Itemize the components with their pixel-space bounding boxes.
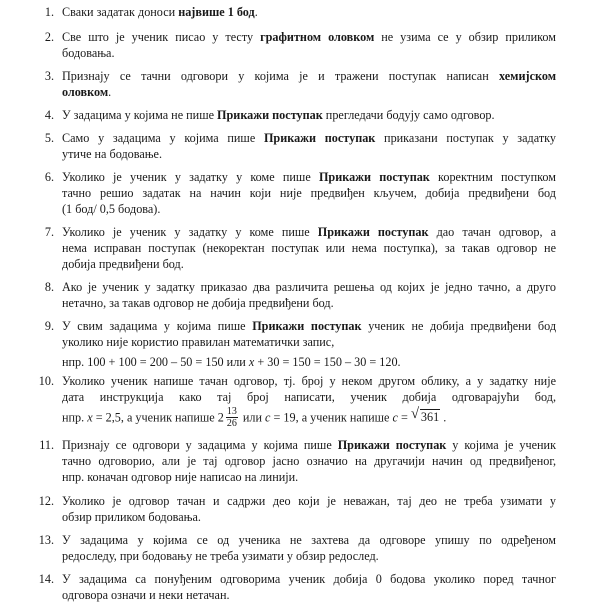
bold-emphasis: хемијском bbox=[498, 69, 556, 83]
rule-number: 12. bbox=[38, 494, 54, 508]
rule-text-line: нема исправан поступак (некоректан поступак или нема поступка), за такав одговор не bbox=[62, 241, 556, 255]
rule-text bbox=[62, 107, 556, 123]
rule-text-line: Сваки задатак доноси највише 1 бод. bbox=[62, 5, 258, 19]
rule-text-line: Уколико је ученик у задатку у коме пише Прикажи поступак дао тачан одговор, а bbox=[62, 225, 556, 239]
rule-text bbox=[62, 493, 556, 525]
rule-number: 7. bbox=[44, 225, 54, 239]
rule-text bbox=[62, 571, 556, 603]
bold-emphasis: графитном оловком bbox=[260, 30, 375, 44]
rule-text bbox=[62, 68, 556, 100]
rule-text bbox=[62, 437, 556, 485]
rule-text-line: утиче на бодовање. bbox=[62, 147, 163, 161]
bold-emphasis: највише 1 бод bbox=[178, 5, 255, 19]
rule-text bbox=[62, 169, 556, 217]
rule-number: 5. bbox=[44, 131, 54, 145]
bold-emphasis: оловком bbox=[62, 85, 109, 99]
rule-text-line: оловком. bbox=[62, 85, 112, 99]
bold-emphasis: Прикажи поступак bbox=[252, 319, 362, 333]
bold-emphasis: Прикажи поступак bbox=[263, 131, 376, 145]
rule-text-line: Уколико је одговор тачан и садржи део који је неважан, тај део не треба узимати у bbox=[62, 494, 556, 508]
rule-text bbox=[62, 224, 556, 272]
fraction: $\frac{13}{26}$ bbox=[226, 406, 237, 429]
rule-text-line: Све што је ученик писао у тесту графитном оловком не узима се у обзир приликом bbox=[62, 30, 556, 44]
bold-emphasis: Прикажи поступак bbox=[318, 170, 430, 184]
rule-number: 9. bbox=[44, 319, 54, 333]
rule-text-line: нетачно, за такав одговор не добија предвиђени бод. bbox=[62, 296, 334, 310]
rule-text-line: Само у задацима у којима пише Прикажи поступак приказани поступак у задатку bbox=[62, 131, 556, 145]
rule-text-line: (1 бод/ 0,5 бодова). bbox=[62, 202, 161, 216]
rule-text bbox=[62, 279, 556, 311]
rule-number: 11. bbox=[39, 438, 54, 452]
rule-text-line: тачно решио задатак на начин који није предвиђен кључем, добија предвиђени бод bbox=[62, 186, 556, 200]
rule-text-line: нпр. x = 2,5, а ученик напише 2 $\frac{13}{26}$ или c = 19, а ученик напише c = √ 361 . bbox=[62, 406, 447, 429]
rule-number: 14. bbox=[38, 572, 54, 586]
rule-text-line: бодовања. bbox=[62, 46, 115, 60]
math-variable: c bbox=[392, 410, 398, 425]
rule-text-line: обзир приликом бодовања. bbox=[62, 510, 201, 524]
rule-text-line: Уколико је ученик у задатку у коме пише Прикажи поступак коректним поступком bbox=[62, 170, 556, 184]
rule-text-line: редоследу, при бодовању не треба узимати у обзир редослед. bbox=[62, 549, 379, 563]
rule-text bbox=[62, 4, 556, 20]
rule-text bbox=[62, 373, 556, 430]
rule-text-line: дата инструкција како тај број написати, ученик добија одговарајући бод, bbox=[62, 390, 556, 404]
rule-text-line: У свим задацима у којима пише Прикажи поступак ученик не добија предвиђени бод bbox=[62, 319, 557, 333]
math-variable: c bbox=[265, 410, 271, 425]
rule-number: 13. bbox=[38, 533, 54, 547]
math-variable: x bbox=[248, 355, 255, 369]
rule-text-line: тачно одговорио, али је тај одговор јасно означио на другачији начин од предвиђеног, bbox=[62, 454, 556, 468]
rule-text-line: Уколико ученик напише тачан одговор, тј. број у неком другом облику, а у задатку није bbox=[62, 374, 556, 388]
rule-number: 1. bbox=[44, 5, 54, 19]
bold-emphasis: Прикажи поступак bbox=[217, 108, 323, 122]
bold-emphasis: Прикажи поступак bbox=[337, 438, 447, 452]
rule-text bbox=[62, 532, 556, 564]
rule-number: 8. bbox=[44, 280, 54, 294]
rule-number: 3. bbox=[44, 69, 54, 83]
rule-text-line: уколико није користио правилан математички запис, bbox=[62, 335, 335, 349]
rule-text-line: нпр. коначан одговор није написао на линији. bbox=[62, 470, 299, 484]
rule-number: 2. bbox=[44, 30, 54, 44]
rule-text-line: Ако је ученик у задатку приказао два различита решења од којих је једно тачно, а друго bbox=[62, 280, 556, 294]
rule-number: 10. bbox=[38, 374, 54, 388]
math-variable: x bbox=[87, 410, 93, 425]
rule-number: 6. bbox=[44, 170, 54, 184]
rule-text bbox=[62, 130, 556, 162]
rule-text-line: Признају се одговори у задацима у којима пише Прикажи поступак у којима је ученик bbox=[62, 438, 556, 452]
rule-text-line: Признају се тачни одговори у којима је и тражени поступак написан хемијском bbox=[62, 69, 556, 83]
rule-text-line: У задацима са понуђеним одговорима ученик добија 0 бодова уколико поред тачног bbox=[62, 572, 556, 586]
rule-text bbox=[62, 29, 556, 61]
bold-emphasis: Прикажи поступак bbox=[317, 225, 429, 239]
rule-text-line: У задацима у којима се од ученика не захтева да одговоре упишу по одређеном bbox=[62, 533, 556, 547]
rule-text-line: одговора означи и неки нетачан. bbox=[62, 588, 230, 602]
rule-text-line: добија предвиђени бод. bbox=[62, 257, 184, 271]
rule-text-line: нпр. 100 + 100 = 200 – 50 = 150 или x + 30 = 150 = 150 – 30 = 120. bbox=[62, 355, 401, 369]
rule-text bbox=[62, 318, 556, 370]
square-root: √ 361 bbox=[410, 406, 440, 425]
rule-text-line: У задацима у којима не пише Прикажи поступак прегледачи бодују само одговор. bbox=[62, 108, 495, 122]
rule-number: 4. bbox=[44, 108, 54, 122]
